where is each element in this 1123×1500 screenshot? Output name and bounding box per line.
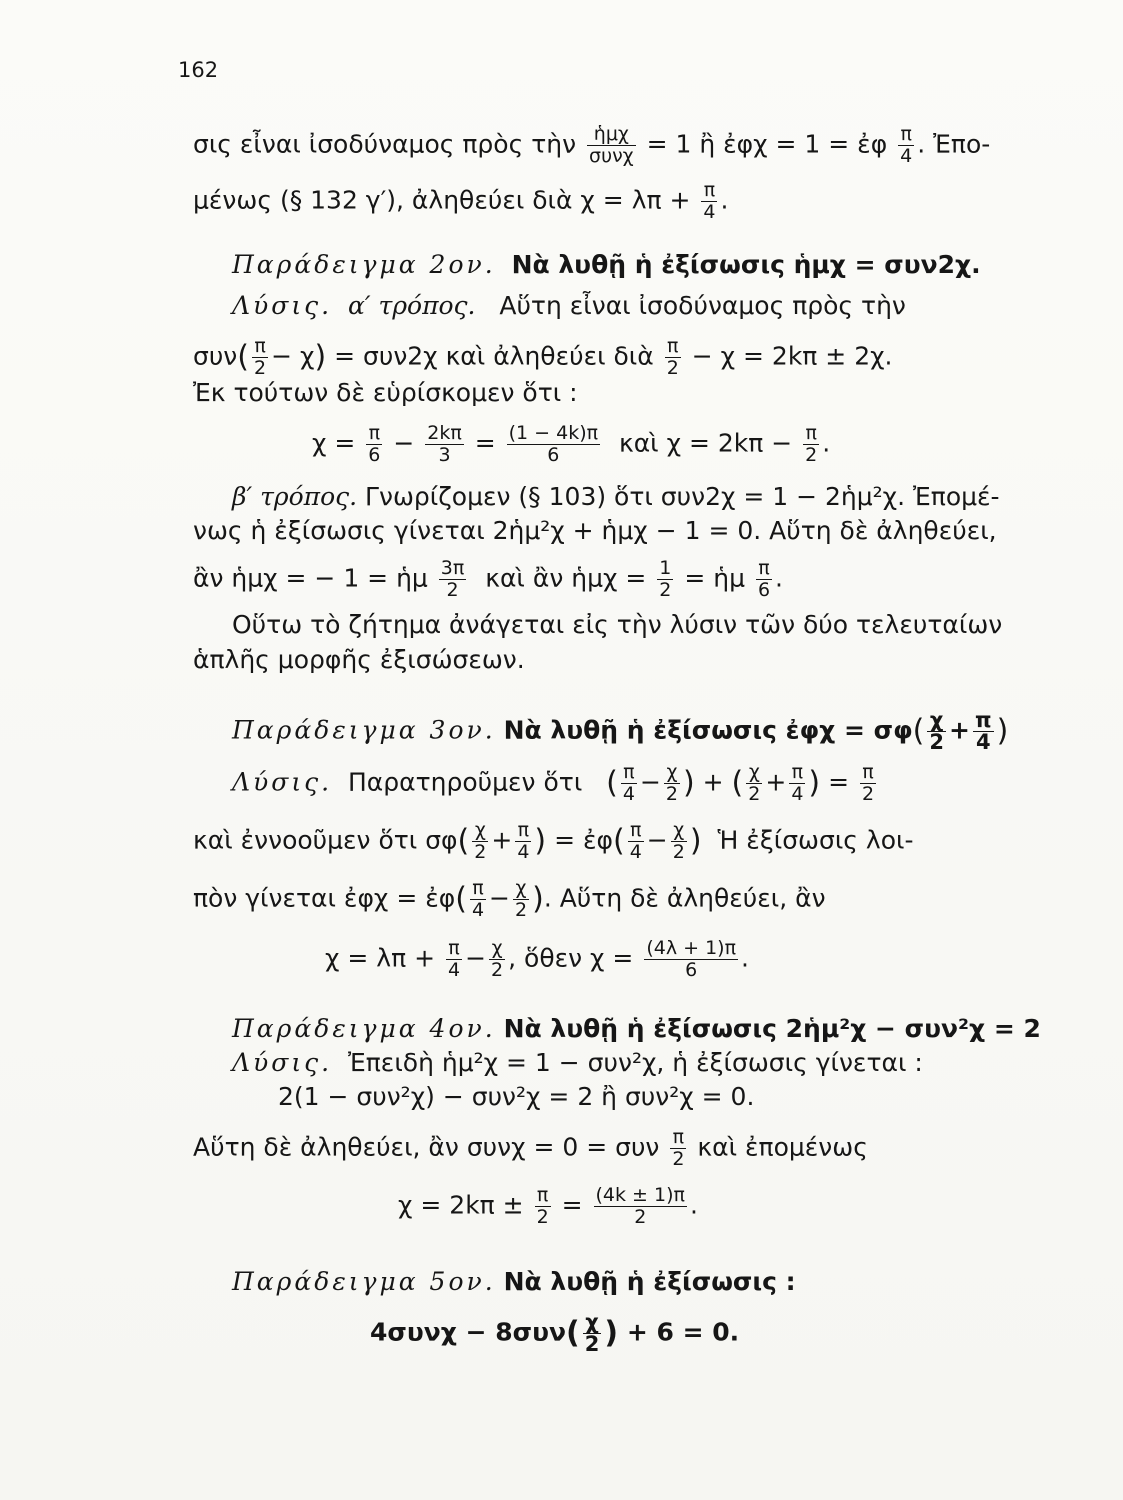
equation: 2(1 − συν²χ) − συν²χ = 2 ἢ συν²χ = 0. [278,1082,755,1111]
text-line: Λύσις. Ἐπειδὴ ἡμ²χ = 1 − συν²χ, ἡ ἐξίσωσις γίνεται : [232,1048,923,1077]
fraction: $\frac{\pi}{4}$ [447,937,461,981]
text-line: καὶ ἐννοοῦμεν ὅτι σφ( $\frac{\chi}{2}$ + $\frac{\pi}{4}$ ) = ἐφ( $\frac{\pi}{4}$ − $\frac{\chi}{2}$ ) Ἡ ἐξίσωσις λοι- [193,819,914,863]
fraction: $\frac{(4\lambda + 1)\pi}{6}$ [646,937,737,981]
page-number: 162 [178,58,219,82]
example-heading: Παράδειγμα 2ον. Νὰ λυθῇ ἡ ἐξίσωσις ἡμχ = συν2χ. [232,250,981,279]
fraction: $\frac{1}{2}$ [659,557,672,601]
fraction: $\frac{\pi}{4}$ [622,761,635,805]
fraction: $\frac{\text{ἡμχ}}{\text{συνχ}}$ [589,123,634,167]
example-heading: Παράδειγμα 5ον. Νὰ λυθῇ ἡ ἐξίσωσις : [232,1267,796,1296]
fraction: $\frac{3\pi}{2}$ [440,557,465,601]
text-line: ἂν ἡμχ = − 1 = ἡμ $\frac{3\pi}{2}$ καὶ ἂν ἡμχ = $\frac{1}{2}$ = ἡμ $\frac{\pi}{6}$ . [193,557,783,601]
fraction: $\frac{\chi}{2}$ [665,761,678,805]
fraction: $\frac{\pi}{6}$ [368,422,381,466]
text-line: νως ἡ ἐξίσωσις γίνεται 2ἡμ²χ + ἡμχ − 1 = 0. Αὕτη δὲ ἀληθεύει, [193,516,997,545]
fraction: $\frac{\chi}{2}$ [515,877,528,921]
text-line: ἁπλῆς μορφῆς ἐξισώσεων. [193,645,525,674]
fraction: $\frac{\pi}{2}$ [805,422,818,466]
text-line: β′ τρόπος. Γνωρίζομεν (§ 103) ὅτι συν2χ = 1 − 2ἡμ²χ. Ἐπομέ- [232,482,1000,511]
text-line: Οὕτω τὸ ζήτημα ἀνάγεται εἰς τὴν λύσιν τῶν δύο τελευταίων [232,610,1003,639]
fraction: $\frac{\pi}{2}$ [254,335,267,379]
text-line: Λύσις. Παρατηροῦμεν ὅτι ( $\frac{\pi}{4}$ − $\frac{\chi}{2}$ ) + ( $\frac{\chi}{2}$ + $\frac{\pi}{4}$ ) = $\frac{\pi}{2}$ [232,761,875,805]
fraction: $\frac{\pi}{4}$ [974,708,992,754]
fraction: $\frac{\pi}{2}$ [666,335,679,379]
fraction: $\frac{\pi}{4}$ [517,819,530,863]
fraction: $\frac{\chi}{2}$ [929,708,944,754]
text-line: συν( $\frac{\pi}{2}$ − χ) = συν2χ καὶ ἀληθεύει διὰ $\frac{\pi}{2}$ − χ = 2kπ ± 2χ. [193,335,893,379]
text-line: Λύσις. α′ τρόπος. Αὕτη εἶναι ἰσοδύναμος πρὸς τὴν [232,291,906,320]
text-line: μένως (§ 132 γ′), ἀληθεύει διὰ χ = λπ + $\frac{\pi}{4}$ . [193,179,729,223]
fraction: $\frac{\pi}{2}$ [861,761,875,805]
fraction: $\frac{\pi}{6}$ [757,557,771,601]
fraction: $\frac{\pi}{4}$ [629,819,642,863]
example-heading: Παράδειγμα 4ον. Νὰ λυθῇ ἡ ἐξίσωσις 2ἡμ²χ − συν²χ = 2 [232,1014,1041,1043]
text-line: Αὕτη δὲ ἀληθεύει, ἂν συνχ = 0 = συν $\frac{\pi}{2}$ καὶ ἐπομένως [193,1126,868,1170]
example-heading: Παράδειγμα 3ον. Νὰ λυθῇ ἡ ἐξίσωσις ἐφχ = σφ( $\frac{\chi}{2}$ + $\frac{\pi}{4}$ ) [232,708,1009,754]
fraction: $\frac{\pi}{4}$ [900,123,913,167]
text-line: σις εἶναι ἰσοδύναμος πρὸς τὴν $\frac{\text{ἡμχ}}{\text{συνχ}}$ = 1 ἢ ἐφχ = 1 = ἐφ $\frac{\pi}{4}$ . Ἐπο- [193,123,991,167]
fraction: $\frac{2k\pi}{3}$ [427,422,462,466]
fraction: $\frac{\chi}{2}$ [491,937,504,981]
fraction: $\frac{(4k \pm 1)\pi}{2}$ [595,1184,685,1228]
text-line: Ἐκ τούτων δὲ εὑρίσκομεν ὅτι : [193,378,578,407]
fraction: $\frac{\chi}{2}$ [584,1310,600,1356]
equation: χ = 2kπ ± $\frac{\pi}{2}$ = $\frac{(4k \pm 1)\pi}{2}$ . [398,1184,698,1228]
fraction: $\frac{\chi}{2}$ [748,761,761,805]
fraction: $\frac{(1 - 4k)\pi}{6}$ [508,422,599,466]
fraction: $\frac{\pi}{4}$ [703,179,716,223]
fraction: $\frac{\chi}{2}$ [474,819,487,863]
fraction: $\frac{\pi}{2}$ [536,1184,549,1228]
fraction: $\frac{\pi}{4}$ [471,877,485,921]
equation: χ = $\frac{\pi}{6}$ − $\frac{2k\pi}{3}$ = $\frac{(1 - 4k)\pi}{6}$ καὶ χ = 2kπ − $\frac{\pi}{2}$ . [312,422,831,466]
equation: 4συνχ − 8συν( $\frac{\chi}{2}$ ) + 6 = 0. [370,1310,740,1356]
fraction: $\frac{\pi}{4}$ [791,761,804,805]
fraction: $\frac{\pi}{2}$ [672,1126,685,1170]
equation: χ = λπ + $\frac{\pi}{4}$ − $\frac{\chi}{2}$ , ὅθεν χ = $\frac{(4\lambda + 1)\pi}{6}$ . [325,937,749,981]
fraction: $\frac{\chi}{2}$ [672,819,685,863]
text-line: πὸν γίνεται ἐφχ = ἐφ( $\frac{\pi}{4}$ − $\frac{\chi}{2}$ ). Αὕτη δὲ ἀληθεύει, ἂν [193,877,826,921]
